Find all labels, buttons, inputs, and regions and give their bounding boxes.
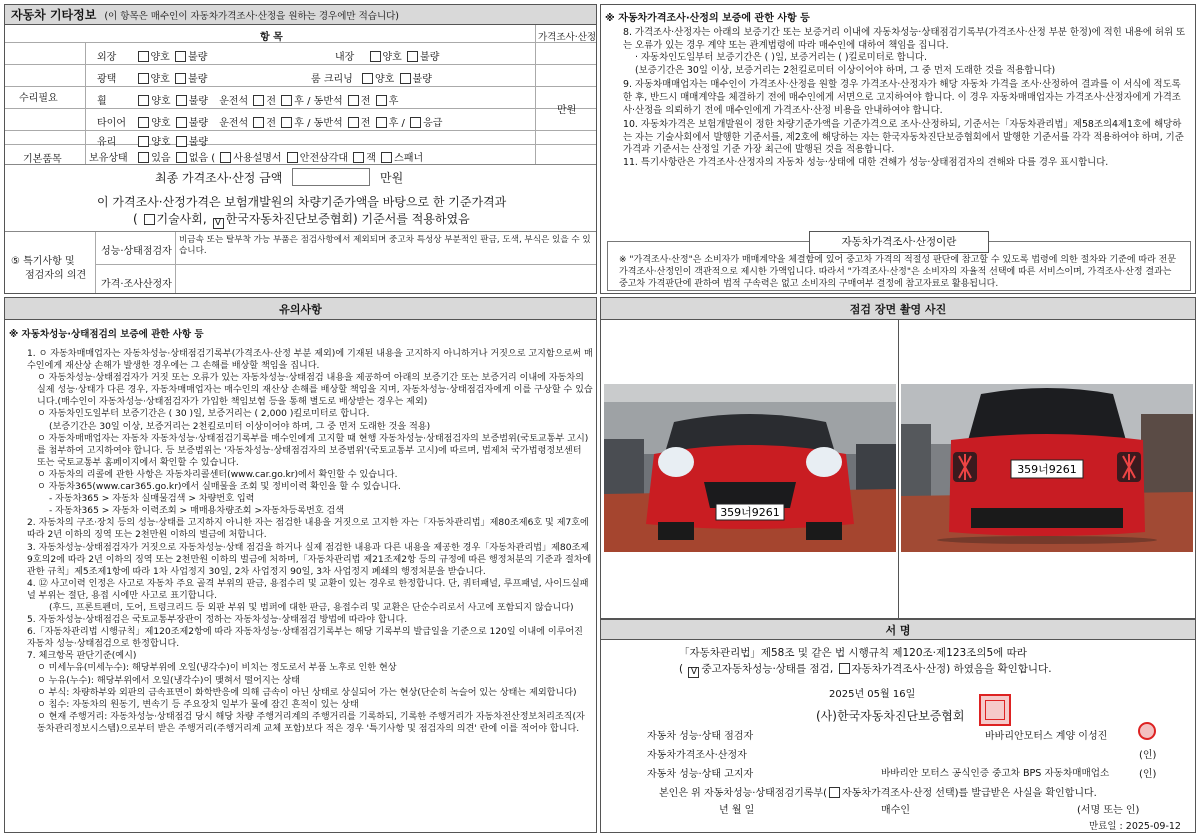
- inspector-label: 성능·상태점검자: [101, 246, 172, 257]
- sign-line1: 「자동차관리법」제58조 및 같은 법 시행규칙 제120조·제123조의5에 따라: [679, 647, 1027, 659]
- expiry-date: 만료일 : 2025-09-12: [1089, 821, 1181, 832]
- front-label: 전: [360, 96, 371, 107]
- good-label: 양호: [382, 52, 402, 63]
- performance-check-checkbox[interactable]: V: [688, 667, 699, 678]
- bad-label: 불량: [188, 137, 209, 148]
- owned-label: 보유상태: [89, 153, 128, 164]
- spanner-label: 스패너: [394, 153, 424, 164]
- caution-header: [5, 298, 596, 320]
- bad-label: 불량: [188, 52, 208, 63]
- repair-needed-label: 수리필요: [19, 93, 58, 104]
- caution-item: ㅇ 자동차365(www.car365.go.kr)에서 실매물을 조회 및 정비이력 확인을 할 수 있습니다.: [37, 482, 401, 493]
- gloss-good-checkbox[interactable]: [138, 73, 149, 84]
- caution-header-label: 유의사항: [279, 302, 322, 316]
- room-bad-checkbox[interactable]: [400, 73, 411, 84]
- final-price-unit: 만원: [380, 171, 404, 185]
- caution-panel: [4, 297, 597, 833]
- good-label: 양호: [151, 137, 171, 148]
- appraisal-checkbox[interactable]: [839, 663, 850, 674]
- tire-bad-checkbox[interactable]: [176, 117, 187, 128]
- exterior-good-checkbox[interactable]: [138, 51, 149, 62]
- caution-item: ㅇ 현재 주행거리: 자동차성능·상태점검 당시 해당 차량 주행거리계의 주행거리를 기록하되, 기록한 주행거리가 자동차전산정보처리조직(자동차관리정보시스템)으로부터 받은 주행거리(주행거리계 교체 포함)보다 적은 경우 '특기사항 및 점검자의 의견' 란에 이를 적어야 합니다.: [37, 711, 585, 734]
- good-label: 양호: [150, 74, 170, 85]
- rear-label: 후: [294, 96, 304, 107]
- other-info-subtitle: (이 항목은 매수인이 자동차가격조사·산정을 원하는 경우에만 적습니다): [104, 10, 400, 22]
- manual-label: 사용설명서: [233, 153, 282, 164]
- buyer-date: 년 월 일: [719, 805, 755, 816]
- caution-item: 1. ㅇ 자동차매매업자는 자동차성능·상태점검기록부(가격조사·산정 부분 제외)에 기재된 내용을 고지하지 아니하거나 거짓으로 고지함으로써 매수인에게 재산상 손해가 발생한 경우에는 그 손해를 배상할 책임을 집니다.: [27, 349, 593, 372]
- glass-label: 유리: [97, 137, 117, 148]
- special-label-2: 점검자의 의견: [25, 270, 87, 281]
- wheel-driver-rear-checkbox[interactable]: [281, 95, 292, 106]
- bad-label: 불량: [188, 74, 208, 85]
- special-label-1: ⑤ 특기사항 및: [11, 256, 75, 267]
- driver-label: 운전석: [219, 96, 249, 107]
- caution-item: ㅇ 자동차매매업자는 자동차 자동차성능·상태점검기록부를 매수인에게 고지할 때 현행 자동차성능·상태점검자의 보증범위(국토교통부 고시)를 첨부하여 고지하여야 합니다. 등 보증범위는 '자동차성능·상태점검자의 보증범위'(국토교통부 고시)에 따르며, 법제처 국가법령정보센터 또는 국토교통부 홈페이지에서 확인할 수 있습니다.: [37, 433, 589, 468]
- item-11: 11. 특기사항란은 가격조사·산정자의 자동차 성능·상태에 대한 견해가 성능·상태점검자의 견해와 다를 경우 표시합니다.: [623, 156, 1109, 168]
- caution-item: ㅇ 부식: 차량하부와 외판의 금속표면이 화학반응에 의해 금속이 아닌 상태로 상실되어 가는 현상(단순히 녹슬어 있는 상태는 제외합니다): [37, 687, 577, 698]
- passenger-label: 동반석: [313, 96, 343, 107]
- triangle-label: 안전삼각대: [299, 153, 349, 164]
- caution-item: 5. 자동차성능·상태점검은 국토교통부장관이 정하는 자동차성능·상태점검 방법에 따라야 합니다.: [27, 615, 408, 626]
- interior-label: 내장: [335, 52, 355, 63]
- caution-item: 2. 자동차의 구조·장치 등의 성능·상태를 고지하지 아니한 자는 점검한 내용을 거짓으로 고지한 자는「자동차관리법」제80조제6호 및 제7호에 따라 2년 이하의 징역 또는 2천만원 이하의 벌금에 처합니다.: [27, 518, 589, 541]
- caution-item: 6.「자동차관리법 시행규칙」제120조제2항에 따라 자동차성능·상태점검기록부는 해당 기록부의 발급일을 기준으로 120일 이내에 이루어진 자동차 성능·상태점검으로 한정합니다.: [27, 627, 583, 650]
- notifier-seal-text: (인): [1139, 769, 1157, 780]
- signature-panel: 서 명 「자동차관리법」제58조 및 같은 법 시행규칙 제120조·제123조의5에 따라 ( V 중고자동차성능·상태를 점검, 자동차가격조사·산정) 하였음을 확인합니다. 2025년 05월 16일 (사)한국자동차진단보증협회 자동차 성능·상태 점검자 바바리안모터스 계양 이성진 자동차가격조사·산정자 (인) 자동차 성능·상태 고지자 바바리안 모터스 공식인증 중고차 BPS 자동차매매업소 (인) 본인은 위 자동차성능·상태점검기록부( 자동차가격조사·산정 선택)를 발급받은 사실을 확인합니다. 년 월 일 매수인 (서명 또는 인) 만료일 : 2025-09-12: [600, 619, 1196, 833]
- bad-label: 불량: [412, 74, 432, 85]
- none-checkbox[interactable]: [176, 152, 187, 163]
- tire-driver-rear-checkbox[interactable]: [281, 117, 292, 128]
- good-label: 양호: [151, 96, 171, 107]
- confirm-text-2: 자동차가격조사·산정 선택)를 발급받은 사실을 확인합니다.: [842, 788, 1097, 799]
- tire-pass-front-checkbox[interactable]: [348, 117, 359, 128]
- final-price-label: 최종 가격조사·산정 금액: [155, 171, 283, 185]
- manual-checkbox[interactable]: [220, 152, 231, 163]
- exterior-label: 외장: [97, 52, 117, 63]
- inspector-note: 비금속 또는 탈부착 가능 부품은 점검사항에서 제외되며 중고차 특성상 부분적인 판금, 도색, 부식은 있을 수 있습니다.: [179, 235, 591, 256]
- glass-good-checkbox[interactable]: [138, 136, 149, 147]
- org-seal: [979, 694, 1011, 726]
- wheel-label: 휠: [97, 96, 107, 107]
- caution-item: (후드, 프론트펜더, 도어, 트렁크리드 등 외판 부위 및 범퍼에 대한 판금, 용접수리 및 교환은 단순수리로서 사고에 포함되지 않습니다): [49, 602, 574, 613]
- front-plate-text: 359너9261: [720, 506, 780, 519]
- caution-item: 7. 체크항목 판단기준(예시): [27, 651, 137, 662]
- wheel-driver-front-checkbox[interactable]: [253, 95, 264, 106]
- item-10: 10. 자동차가격은 보험개발원이 정한 차량기준가액을 기준가격으로 조사·산정하되, 기준서는「자동차관리법」제58조의4제1호에 해당하는 자는 기술사회에서 발행한 기준서를, 제2호에 해당하는 자는 한국자동차진단보증협회에서 발행한 기준서를 각각 적용하여야 하며, 기준가격과 기준서는 산정일 기준 가장 최근에 발행된 것을 적용합니다.: [623, 119, 1184, 156]
- col-item-header: 항 목: [260, 32, 283, 43]
- appraiser-role: 자동차가격조사·산정자: [647, 750, 747, 761]
- good-label: 양호: [150, 52, 170, 63]
- item-8c: (보증기간은 30일 이상, 보증거리는 2천킬로미터 이상이어야 하며, 그 중 먼저 도래한 것을 적용합니다): [635, 64, 1056, 76]
- caution-item: 4. ⑫ 사고이력 인정은 사고로 자동차 주요 골격 부위의 판금, 용접수리 및 교환이 있는 경우로 한정합니다. 단, 쿼터패널, 루프패널, 사이드실패널 부위는 절단, 용접 시에만 사고로 표기합니다.: [27, 578, 589, 601]
- rear-plate-text: 359너9261: [1017, 463, 1077, 476]
- interior-bad-checkbox[interactable]: [407, 51, 418, 62]
- bad-label: 불량: [420, 52, 440, 63]
- appraisal-warranty-panel: [600, 4, 1196, 294]
- appraisal-warranty-title: ※ 자동차가격조사·산정의 보증에 관한 사항 등: [605, 13, 810, 24]
- appraisal-box-title: 자동차가격조사·산정이란: [809, 231, 989, 253]
- rear-label: 후: [294, 118, 304, 129]
- other-info-title: 자동차 기타정보: [11, 8, 97, 22]
- appraiser-label: 가격·조사산정자: [101, 279, 172, 290]
- wheel-pass-rear-checkbox[interactable]: [376, 95, 387, 106]
- confirm-text-1: 본인은 위 자동차성능·상태점검기록부(: [659, 788, 827, 799]
- signature-header: [601, 620, 1195, 640]
- front-label: 전: [360, 118, 371, 129]
- notifier-role: 자동차 성능·상태 고지자: [647, 769, 754, 780]
- room-good-checkbox[interactable]: [362, 73, 373, 84]
- tire-emergency-checkbox[interactable]: [410, 117, 421, 128]
- gloss-label: 광택: [97, 74, 117, 85]
- tire-pass-rear-checkbox[interactable]: [376, 117, 387, 128]
- caution-item: (보증기간은 30일 이상, 보증거리는 2천킬로미터 이상이어야 하며, 그 중 먼저 도래한 것을 적용): [49, 421, 431, 432]
- basic-items-label: 기본품목: [23, 154, 62, 165]
- front-label: 전: [266, 118, 277, 129]
- none-label: 없음: [188, 153, 209, 164]
- exterior-bad-checkbox[interactable]: [175, 51, 186, 62]
- spanner-checkbox[interactable]: [381, 152, 392, 163]
- rear-label: 후: [388, 96, 399, 107]
- caution-list: [27, 348, 593, 735]
- room-clean-label: 룸 크리닝: [311, 74, 353, 85]
- car-front-photo: [604, 384, 896, 552]
- jack-checkbox[interactable]: [353, 152, 364, 163]
- item-8: 8. 가격조사·산정자는 아래의 보증기간 또는 보증거리 이내에 자동차성능·상태점검기록부(가격조사·산정 부분 한정)에 적힌 내용에 허위 또는 오류가 있는 경우 계약 또는 관계법령에 따라 매수인에 대하여 책임을 집니다.: [623, 27, 1186, 51]
- caution-item: ㅇ 자동차의 리콜에 관한 사항은 자동차리콜센터(www.car.go.kr)에서 확인할 수 있습니다.: [37, 469, 398, 480]
- price-unit: 만원: [557, 105, 577, 116]
- good-label: 양호: [151, 118, 171, 129]
- bad-label: 불량: [188, 118, 209, 129]
- col-price-header: 가격조사·산정: [538, 32, 597, 43]
- basis-line1: 이 가격조사·산정가격은 보험개발원의 차량기준가액을 바탕으로 한 기준가격과: [97, 195, 507, 209]
- kadia-checkbox[interactable]: V: [213, 218, 224, 229]
- buyer-label: 매수인: [881, 805, 910, 816]
- buyer-sign: (서명 또는 인): [1077, 805, 1140, 816]
- notifier-name: 바바리안 모터스 공식인증 중고차 BPS 자동차매매업소: [881, 768, 1110, 779]
- front-label: 전: [266, 96, 277, 107]
- have-label: 있음: [151, 153, 171, 164]
- caution-item: - 자동차365 > 자동차 실매물검색 > 차량번호 입력: [49, 494, 255, 505]
- caution-item: 3. 자동차성능·상태점검자가 거짓으로 자동차성능·상태 점검을 하거나 실제 점검한 내용과 다른 내용을 제공한 경우「자동차관리법」제80조제9호의2에 따라 2년 이하의 징역 또는 2천만원 이하의 벌금에 처하며,「자동차관리법 제21조제2항 등의 규정에 따른 행정처분의 기준과 절차에 관한 규칙」제5조제1항에 따라 1차 사업정지 30일, 2차 사업정지 90일, 3차 사업정지 폐쇄의 행정처분을 받습니다.: [27, 542, 592, 577]
- appraisal-box-text: ※ "가격조사·산정"은 소비자가 매매계약을 체결함에 있어 중고차 가격의 적절성 판단에 참고할 수 있도록 법령에 의한 절차와 기준에 따라 전문 가격조사·산정인이 객관적으로 제시한 가액입니다. 따라서 "가격조사·산정"은 소비자의 자율적 선택에 따른 서비스이며, 가격조사·산정 결과는 중고차 가격판단에 관하여 법적 구속력은 없고 소비자의 구매여부 결정에 참고자료로 활용됩니다.: [619, 255, 1177, 289]
- triangle-checkbox[interactable]: [287, 152, 298, 163]
- caution-item: ㅇ 침수: 자동차의 원동기, 변속기 등 주요장치 일부가 물에 잠긴 흔적이 있는 상태: [37, 699, 359, 710]
- kadia-label: 한국자동차진단보증협회) 기준서를 적용하였음: [225, 212, 470, 226]
- car-rear-photo: [901, 384, 1193, 552]
- sign-line2b: 자동차가격조사·산정) 하였음을 확인합니다.: [851, 663, 1052, 675]
- sign-line2a: 중고자동차성능·상태를 점검,: [701, 663, 834, 675]
- jack-label: 잭: [366, 153, 376, 164]
- gloss-bad-checkbox[interactable]: [175, 73, 186, 84]
- item-8b: · 자동차인도일부터 보증기간은 ( )일, 보증거리는 ( )킬로미터로 합니다.: [635, 52, 927, 64]
- tire-driver-front-checkbox[interactable]: [253, 117, 264, 128]
- caution-item: - 자동차365 > 자동차 이력조회 > 매매용차량조회 >자동차등록번호 검색: [49, 506, 345, 517]
- sign-date: 2025년 05월 16일: [829, 689, 916, 700]
- passenger-label: 동반석: [313, 118, 343, 129]
- good-label: 양호: [375, 74, 395, 85]
- item-9: 9. 자동차매매업자는 매수인이 가격조사·산정을 원할 경우 가격조사·산정자가 해당 자동차 가격을 조사·산정하여 결과를 이 서식에 적도록 한 후, 반드시 매매계약을 체결하기 전에 매수인에게 서면으로 고지하여야 합니다. 이 경우 자동차매매업자는 가격조사·산정자에게 가격조사·산정을 의뢰하기 전에 매수인에게 가격조사·산정 비용을 안내하여야 합니다.: [623, 79, 1181, 116]
- tire-good-checkbox[interactable]: [138, 117, 149, 128]
- bad-label: 불량: [188, 96, 209, 107]
- glass-bad-checkbox[interactable]: [176, 136, 187, 147]
- caution-item: ㅇ 자동차성능·상태점검자가 거짓 또는 오류가 있는 자동차성능·상태점검 내용을 제공하여 아래의 보증기간 또는 보증거리 이내에 자동차의 실제 성능·상태가 다른 경우, 자동차매매업자는 매수인의 재산상 손해를 배상할 책임을 지며, 자동차성능·상태점검자에게 이를 구상할 수 있습니다.(매수인이 자동차성능·상태점검자가 가입한 책임보험 등을 통해 별도로 배상받는 경우는 제외): [37, 373, 593, 408]
- caution-item: ㅇ 누유(누수): 해당부위에서 오일(냉각수)이 맺혀서 떨어지는 상태: [37, 675, 300, 686]
- have-checkbox[interactable]: [138, 152, 149, 163]
- inspector-name: 바바리안모터스 계양 이성진: [985, 731, 1108, 742]
- inspector-seal: [1138, 722, 1156, 740]
- org-name: (사)한국자동차진단보증협회: [816, 709, 965, 723]
- interior-good-checkbox[interactable]: [370, 51, 381, 62]
- wheel-good-checkbox[interactable]: [138, 95, 149, 106]
- photo-header: [601, 298, 1195, 320]
- photo-header-label: 점검 장면 촬영 사진: [849, 302, 947, 316]
- caution-title: ※ 자동차성능·상태점검의 보증에 관한 사항 등: [9, 329, 204, 340]
- appraiser-seal-text: (인): [1139, 750, 1157, 761]
- other-info-panel: 자동차 기타정보 (이 항목은 매수인이 자동차가격조사·산정을 원하는 경우에만 적습니다) 항 목 가격조사·산정 수리필요 기본품목 만원 외장 양호 불량 내장 양호 불량 광택 양호 불량 룸 크리닝 양호 불량 휠 양호 불량 운전석 전 후 / 동반석 전 후 타이어 양호 불량 운전석 전 후 / 동반석 전 후 / 응급 유리 양호 불량 보유상태 있음 없음 ( 사용설명서 안전삼각대 잭 스패너 최종 가격조사·산정 금액 만원 이 가격조사·산정가격은 보험개발원의 차량기준가액을 바탕으로 한 기준가격과 ( 기술사회, V 한국자동차진단보증협회) 기준서를 적용하였음 ⑤ 특기사항 및 점검자의 의견 성능·상태점검자 비금속 또는 탈부착 가능 부품은 점검사항에서 제외되며 중고차 특성상 부분적인 판금, 도색, 부식은 있을 수 있습니다. 가격·조사산정자: [4, 4, 597, 294]
- caution-item: ㅇ 자동차인도일부터 보증기간은 ( 30 )일, 보증거리는 ( 2,000 )킬로미터로 합니다.: [37, 409, 370, 420]
- confirm-appraisal-checkbox[interactable]: [829, 787, 840, 798]
- final-price-input[interactable]: [292, 168, 370, 186]
- other-info-header: [5, 5, 596, 25]
- tire-label: 타이어: [97, 118, 126, 129]
- signature-header-label: 서 명: [885, 623, 911, 637]
- wheel-bad-checkbox[interactable]: [176, 95, 187, 106]
- tech-society-label: 기술사회,: [156, 212, 207, 226]
- wheel-pass-front-checkbox[interactable]: [348, 95, 359, 106]
- caution-item: ㅇ 미세누유(미세누수): 해당부위에 오일(냉각수)이 비치는 정도로서 부품 노후로 인한 현상: [37, 663, 397, 674]
- rear-label: 후 /: [388, 118, 405, 129]
- driver-label: 운전석: [219, 118, 249, 129]
- inspector-role: 자동차 성능·상태 점검자: [647, 731, 754, 742]
- emergency-label: 응급: [423, 118, 443, 129]
- tech-society-checkbox[interactable]: [144, 214, 155, 225]
